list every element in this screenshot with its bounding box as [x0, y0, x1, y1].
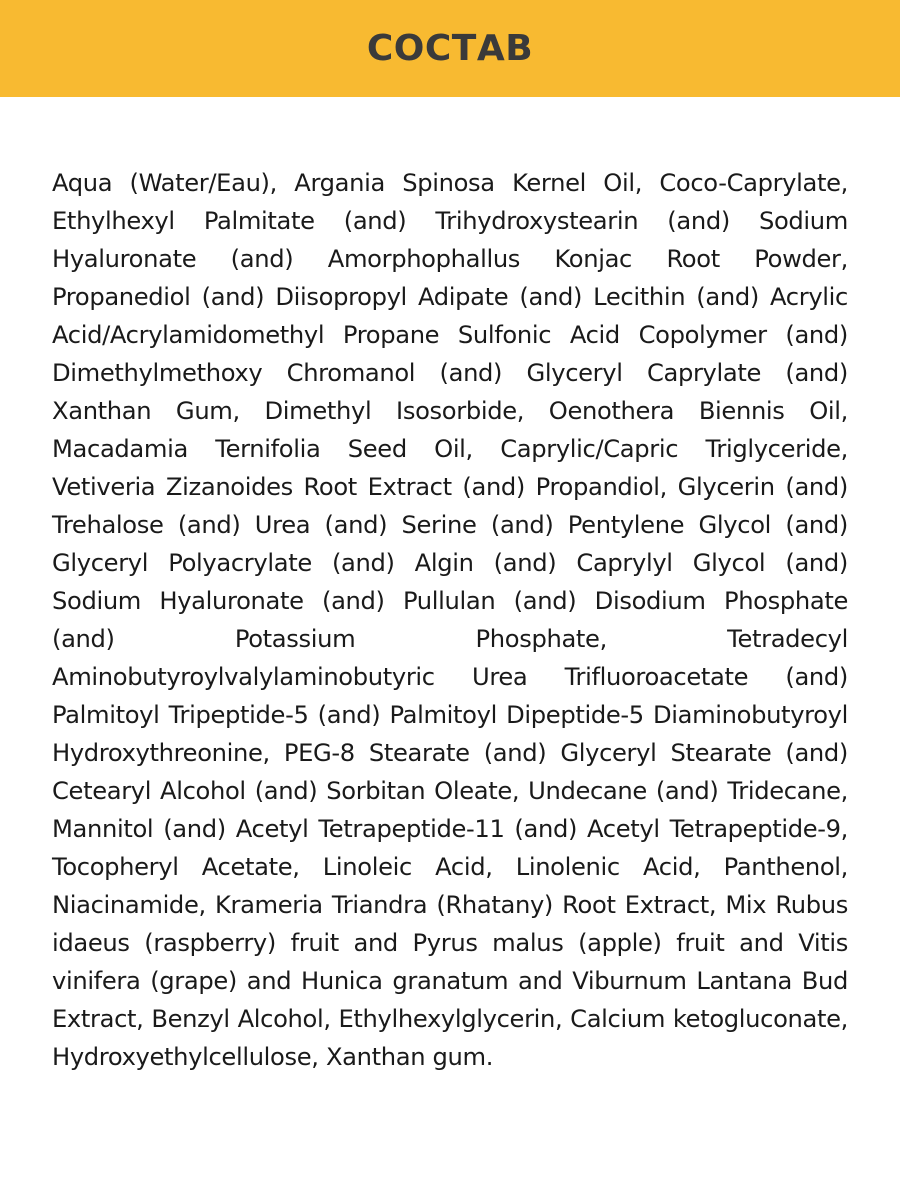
header-banner	[0, 0, 900, 97]
ingredients-text: Aqua (Water/Eau), Argania Spinosa Kernel Oil, Coco-Caprylate, Ethylhexyl Palmitate (and) Trihydroxystearin (and) Sodium Hyaluronate (and) Amorphophallus Konjac Root Powder, Propanediol (and) Diisopropyl Adipate (and) Lecithin (and) Acrylic Acid/Acrylamidomethyl Propane Sulfonic Acid Copolymer (and) Dimethylmethoxy Chromanol (and) Glyceryl Caprylate (and) Xanthan Gum, Dimethyl Isosorbide, Oenothera Biennis Oil, Macadamia Ternifolia Seed Oil, Caprylic/Capric Triglyceride, Vetiveria Zizanoides Root Extract (and) Propandiol, Glycerin (and) Trehalose (and) Urea (and) Serine (and) Pentylene Glycol (and) Glyceryl Polyacrylate (and) Algin (and) Caprylyl Glycol (and) Sodium Hyaluronate (and) Pullulan (and) Disodium Phosphate (and) Potassium Phosphate, Tetradecyl Aminobutyroylvalylaminobutyric Urea Trifluoroacetate (and) Palmitoyl Tripeptide-5 (and) Palmitoyl Dipeptide-5 Diaminobutyroyl Hydroxythreonine, PEG-8 Stearate (and) Glyceryl Stearate (and) Cetearyl Alcohol (and) Sorbitan Oleate, Undecane (and) Tridecane, Mannitol (and) Acetyl Tetrapeptide-11 (and) Acetyl Tetrapeptide-9, Tocopheryl Acetate, Linoleic Acid, Linolenic Acid, Panthenol, Niacinamide, Krameria Triandra (Rhatany) Root Extract, Mix Rubus idaeus (raspberry) fruit and Pyrus malus (apple) fruit and Vitis vinifera (grape) and Hunica granatum and Viburnum Lantana Bud Extract, Benzyl Alcohol, Ethylhexylglycerin, Calcium ketogluconate, Hydroxyethylcellulose, Xanthan gum.	[52, 169, 848, 1071]
page-title: СОСТАВ	[366, 28, 534, 69]
